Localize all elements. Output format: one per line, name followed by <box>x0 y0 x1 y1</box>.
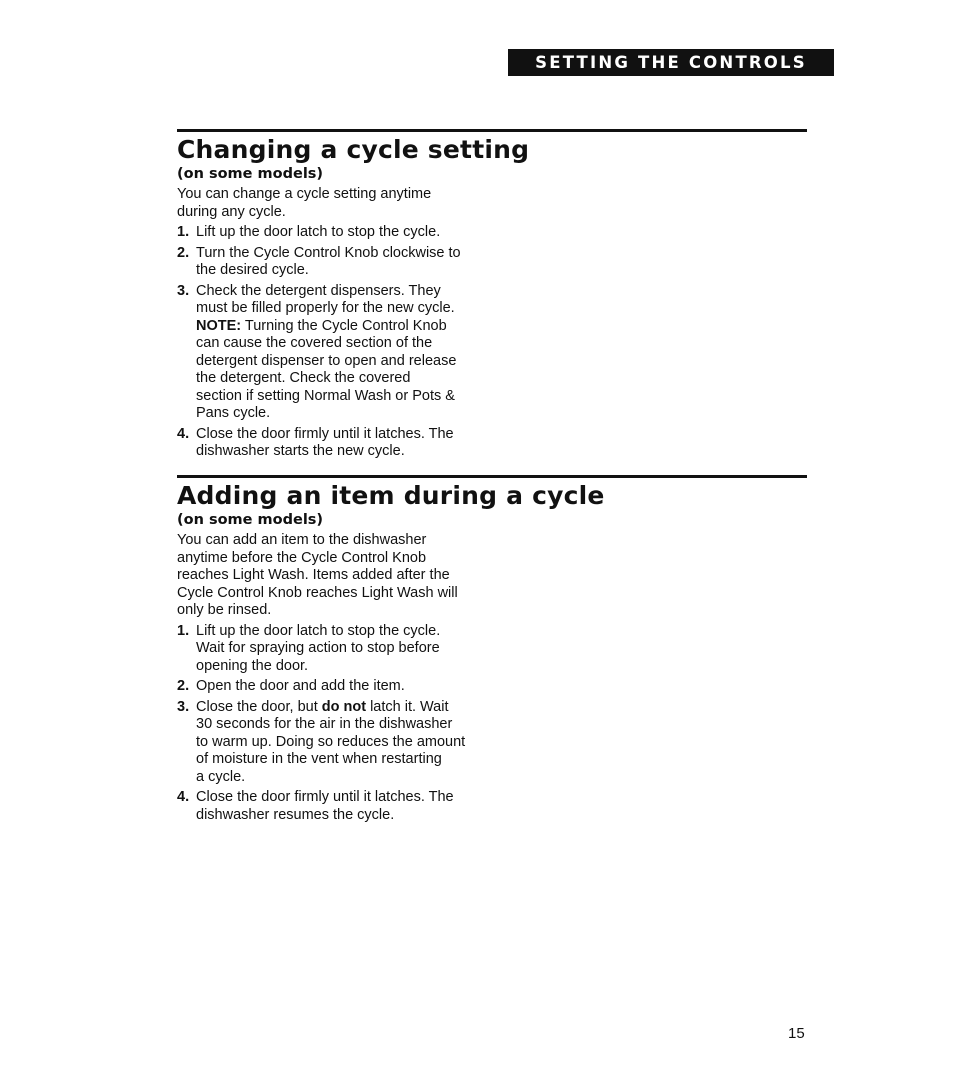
step-text: Close the door firmly until it latches. The <box>196 789 454 805</box>
changing-cycle-section <box>177 135 530 464</box>
step-text: Turn the Cycle Control Knob clockwise to <box>196 244 461 261</box>
step-item <box>177 426 487 461</box>
note-text: can cause the covered section of the <box>196 335 433 351</box>
step-number: 2. <box>177 244 190 261</box>
note-text: Turning the Cycle Control Knob <box>241 317 447 334</box>
note-text: Pans cycle. <box>196 405 271 421</box>
step-number: 4. <box>177 425 190 442</box>
section-title: Adding an item during a cycle <box>177 481 605 510</box>
step-text: to warm up. Doing so reduces the amount <box>196 733 466 750</box>
step-item <box>177 678 487 696</box>
step-number: 3. <box>177 698 190 715</box>
step-number: 2. <box>177 678 190 694</box>
section-subtitle: (on some models) <box>177 166 324 182</box>
note-text: the detergent. Check the covered <box>196 370 411 386</box>
step-text: Open the door and add the item. <box>196 678 405 694</box>
note-line <box>196 318 487 336</box>
divider-rule <box>177 475 807 478</box>
step-number: 1. <box>177 622 190 639</box>
section-title: Changing a cycle setting <box>177 135 530 164</box>
steps-list <box>177 623 487 825</box>
step-text-part: latch it. Wait <box>366 698 449 715</box>
step-text: 30 seconds for the air in the dishwasher <box>196 716 453 732</box>
intro-line: during any cycle. <box>177 203 286 220</box>
intro-line: You can change a cycle setting anytime <box>177 186 432 202</box>
step-text: a cycle. <box>196 768 246 785</box>
step-text: Lift up the door latch to stop the cycle. <box>196 224 441 240</box>
step-item <box>177 699 487 787</box>
section-header-banner: SETTING THE CONTROLS <box>508 49 834 76</box>
step-text: the desired cycle. <box>196 262 309 278</box>
step-text: opening the door. <box>196 657 309 674</box>
adding-item-section <box>177 481 605 827</box>
steps-list <box>177 224 487 461</box>
step-item <box>177 224 487 242</box>
step-number: 3. <box>177 282 190 299</box>
intro-line: only be rinsed. <box>177 602 272 618</box>
step-text: of moisture in the vent when restarting <box>196 751 442 767</box>
emphasis-text: do not <box>321 698 367 715</box>
step-item <box>177 245 487 280</box>
note-text: section if setting Normal Wash or Pots & <box>196 387 455 404</box>
step-item <box>177 623 487 676</box>
step-text-part: Close the door, but <box>196 698 322 715</box>
step-text: must be filled properly for the new cycle. <box>196 300 455 316</box>
section-subtitle: (on some models) <box>177 512 324 528</box>
note-label: NOTE: <box>196 317 242 334</box>
page-number: 15 <box>788 1025 805 1042</box>
intro-line: reaches Light Wash. Items added after the <box>177 567 450 583</box>
step-item <box>177 283 487 423</box>
step-text: Wait for spraying action to stop before <box>196 640 440 656</box>
step-text: dishwasher resumes the cycle. <box>196 806 395 823</box>
step-text <box>196 699 487 717</box>
note-text: detergent dispenser to open and release <box>196 352 457 369</box>
step-number: 1. <box>177 224 190 240</box>
step-text: Check the detergent dispensers. They <box>196 282 441 299</box>
step-text: Close the door firmly until it latches. The <box>196 425 454 442</box>
divider-rule <box>177 129 807 132</box>
step-item <box>177 789 487 824</box>
intro-line: You can add an item to the dishwasher <box>177 532 427 548</box>
step-number: 4. <box>177 789 190 805</box>
step-text: dishwasher starts the new cycle. <box>196 443 405 459</box>
step-text: Lift up the door latch to stop the cycle. <box>196 622 441 639</box>
intro-line: anytime before the Cycle Control Knob <box>177 549 427 566</box>
intro-line: Cycle Control Knob reaches Light Wash will <box>177 584 458 601</box>
